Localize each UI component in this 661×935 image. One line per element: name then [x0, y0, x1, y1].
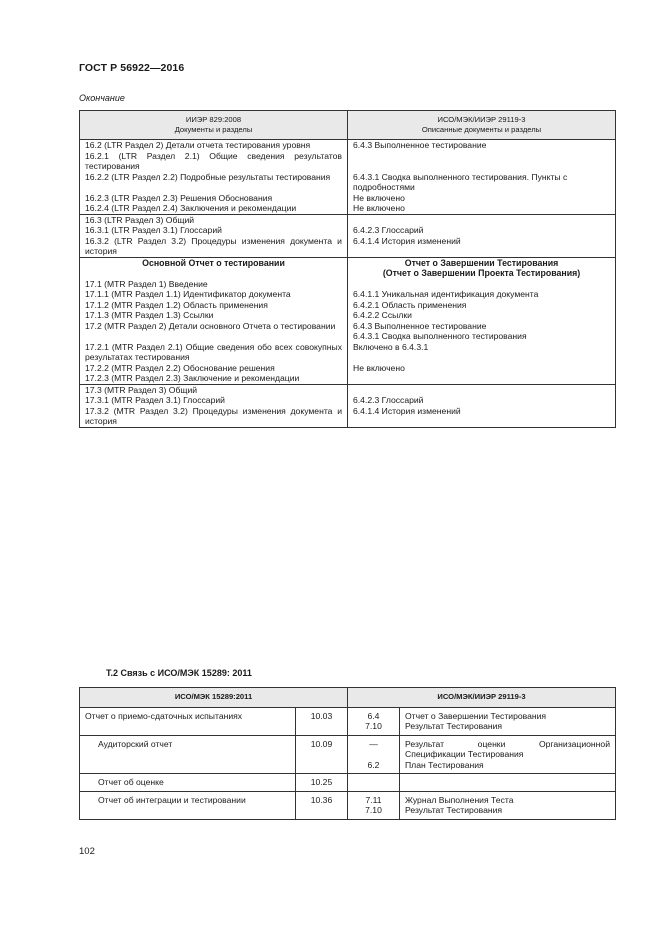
mtr-section: [80, 257, 616, 384]
page-number: 102: [79, 846, 95, 857]
mapping-table: [79, 110, 616, 428]
table-row: 17.1 (MTR Раздел 1) Введение: [80, 279, 616, 290]
table-row: 16.3 (LTR Раздел 3) Общий: [80, 214, 616, 225]
header-right: ИСО/МЭК/ИИЭР 29119-3: [348, 688, 616, 708]
table-row: 16.2.3 (LTR Раздел 2.3) Решения Обоснования Не включено: [80, 193, 616, 204]
table-row: 17.3.2 (MTR Раздел 3.2) Процедуры изменения документа и история 6.4.1.4 История изменений: [80, 406, 616, 428]
header-left: ИИЭР 829:2008 Документы и разделы: [80, 111, 348, 140]
table-row: Отчет о приемо-сдаточных испытаниях 10.03 6.4 7.10 Отчет о Завершении Тестирования Результат Тестирования: [80, 707, 616, 735]
table-header-row: [80, 688, 616, 708]
table-row: 17.1.1 (MTR Раздел 1.1) Идентификатор документа 6.4.1.1 Уникальная идентификация документа: [80, 289, 616, 300]
table-row: 17.3 (MTR Раздел 3) Общий: [80, 384, 616, 395]
table-row: 17.2.2 (MTR Раздел 2.2) Обоснование решения Не включено: [80, 363, 616, 374]
section-title-t2: Т.2 Связь с ИСО/МЭК 15289: 2011: [106, 668, 252, 678]
ltr-general-rows: [80, 214, 616, 257]
table-row: 16.2 (LTR Раздел 2) Детали отчета тестирования уровня 6.4.3 Выполненное тестирование: [80, 140, 616, 151]
iso-15289-table: [79, 687, 616, 820]
table-row: 16.2.2 (LTR Раздел 2.2) Подробные результаты тестирования 6.4.3.1 Сводка выполненного тестирования. Пункты с подробностями: [80, 172, 616, 193]
table-row: 16.3.1 (LTR Раздел 3.1) Глоссарий 6.4.2.3 Глоссарий: [80, 225, 616, 236]
table-row: 16.2.4 (LTR Раздел 2.4) Заключения и рекомендации Не включено: [80, 203, 616, 214]
header-left: ИСО/МЭК 15289:2011: [80, 688, 348, 708]
ltr-rows: [80, 140, 616, 215]
section-heading-row: [80, 257, 616, 279]
table-row: Отчет об интеграции и тестировании 10.36 7.11 7.10 Журнал Выполнения Теста Результат Тестирования: [80, 791, 616, 819]
table-row: 16.3.2 (LTR Раздел 3.2) Процедуры изменения документа и история 6.4.1.4 История изменений: [80, 236, 616, 258]
table-row: 17.2.3 (MTR Раздел 2.3) Заключение и рекомендации: [80, 373, 616, 384]
table-header-row: [80, 111, 616, 140]
standard-title: ГОСТ Р 56922—2016: [79, 62, 185, 74]
header-right: ИСО/МЭК/ИИЭР 29119-3 Описанные документы и разделы: [348, 111, 616, 140]
table-row: 6.4.3.1 Сводка выполненного тестирования: [80, 331, 616, 342]
table-row: 17.2.1 (MTR Раздел 2.1) Общие сведения обо всех совокупных результатах тестирования Включено в 6.4.3.1: [80, 342, 616, 363]
mtr-heading-right: Отчет о Завершении Тестирования (Отчет о Завершении Проекта Тестирования): [348, 257, 616, 279]
mtr-heading-left: Основной Отчет о тестировании: [80, 257, 348, 279]
mtr-general-rows: [80, 384, 616, 427]
table-row: 17.1.3 (MTR Раздел 1.3) Ссылки 6.4.2.2 Ссылки: [80, 310, 616, 321]
table-row: 17.2 (MTR Раздел 2) Детали основного Отчета о тестировании 6.4.3 Выполненное тестирование: [80, 321, 616, 332]
table-row: 17.1.2 (MTR Раздел 1.2) Область применения 6.4.2.1 Область применения: [80, 300, 616, 311]
table-row: Отчет об оценке 10.25: [80, 774, 616, 792]
table-row: Аудиторский отчет 10.09 — 6.2 Результат оценки Организационной Спецификации Тестирования План Тестирования: [80, 735, 616, 774]
table-row: 16.2.1 (LTR Раздел 2.1) Общие сведения результатов тестирования: [80, 151, 616, 172]
table-row: 17.3.1 (MTR Раздел 3.1) Глоссарий 6.4.2.3 Глоссарий: [80, 395, 616, 406]
continuation-label: Окончание: [79, 93, 125, 103]
